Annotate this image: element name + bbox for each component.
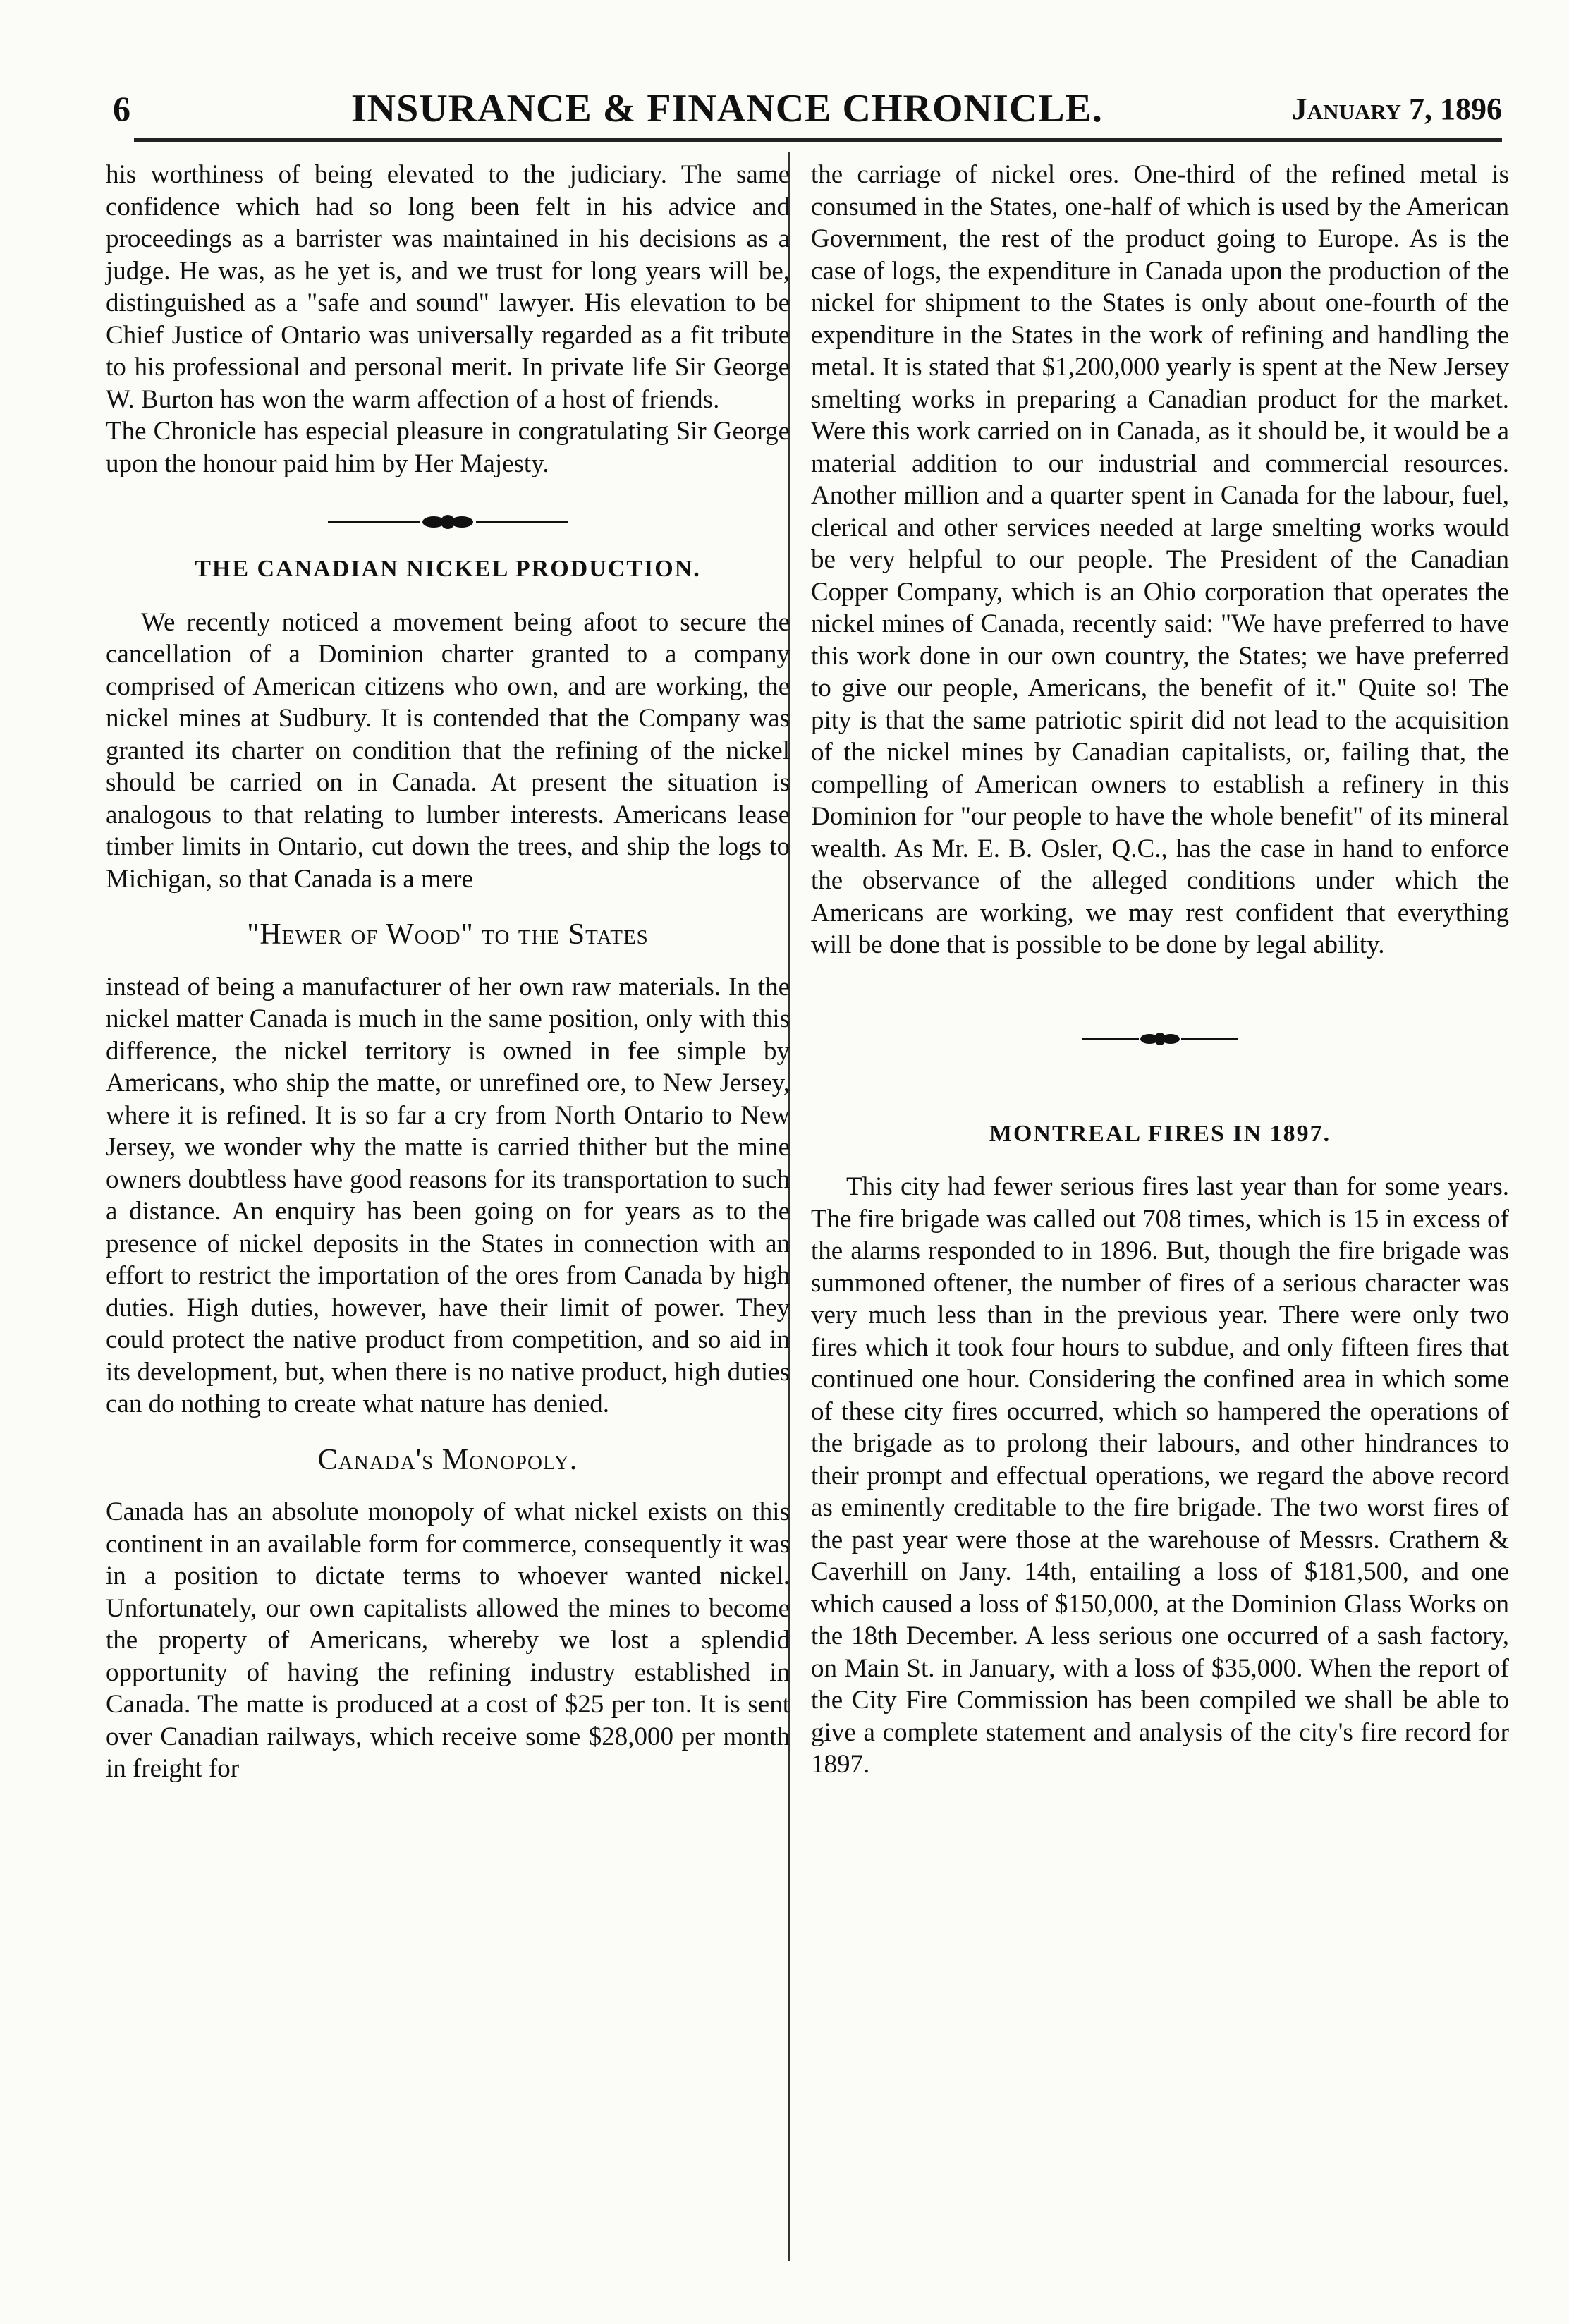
article-paragraph: Canada has an absolute monopoly of what nickel exists on this continent in an available form for commerce, consequently it was in a position to dictate terms to whoever wanted nickel. Unfortunately, our own capitalists allowed the mines to become the property of Americans, whereby we lost a splendid opportunity of having the refining industry established in Canada. The matte is produced at a cost of $25 per ton. It is sent over Canadian railways, which receive some $28,000 per month in freight for: [106, 1497, 790, 1783]
section-title-montreal-fires: MONTREAL FIRES IN 1897.: [989, 1120, 1331, 1147]
article-paragraph: This city had fewer serious fires last year than for some years. The fire brigade was called out 708 times, which is 15 in excess of the alarms responded to in 1896. But, though the fire brigade was summoned oftener, the number of fires of a serious character was very much less than in the previous year. There were only two fires which it took four hours to subdue, and only fifteen fires that continued one hour. Considering the confined area in which some of these city fires occurred, which so hampered the operations of the brigade as to prolong their labours, and other hindrances to their prompt and effectual operations, we regard the above record as eminently creditable to the fire brigade. The two worst fires of the past year were those at the warehouse of Messrs. Crathern & Caverhill on Jany. 14th, entailing a loss of $181,500, and one which caused a loss of $150,000, at the Dominion Glass Works on the 18th December. A less serious one occurred of a sash factory, on Main St. in January, with a loss of $35,000. When the report of the City Fire Commission has been compiled we shall be able to give a complete statement and analysis of the city's fire record for 1897.: [811, 1172, 1509, 1779]
article-paragraph: instead of being a manufacturer of her own raw materials. In the nickel matter Canada is much in the same position, only with this difference, the nickel territory is owned in fee simple by Americans, who ship the matte, or unrefined ore, to New Jersey, where it is refined. It is so far a cry from North Ontario to New Jersey, we wonder why the matte is carried thither but the mine owners doubtless have good reasons for its transportation to such a distance. An enquiry has been going on for years as to the presence of nickel deposits in the States in connection with an effort to restrict the importation of the ores from Canada by high duties. High duties, however, have their limit of power. They could protect the native product from competition, and so aid in its development, but, when there is no native product, high duties can do nothing to create what nature has denied.: [106, 972, 790, 1418]
header-rule: [134, 138, 1502, 142]
subheading-canadas-monopoly: Canada's Monopoly.: [317, 1443, 578, 1476]
publication-title: INSURANCE & FINANCE CHRONICLE.: [350, 87, 1103, 130]
page-header: [113, 83, 1502, 134]
section-title-nickel: THE CANADIAN NICKEL PRODUCTION.: [195, 556, 701, 582]
right-column: [811, 159, 1509, 1781]
subheading-hewer-of-wood: "Hewer of Wood" to the States: [247, 918, 649, 951]
article-paragraph: his worthiness of being elevated to the judiciary. The same confidence which had so long been felt in his advice and proceedings as a barrister was maintained in his decisions as a judge. He was, as he yet is, and we trust for long years will be, distinguished as a "safe and sound" lawyer. His elevation to be Chief Justice of Ontario was universally regarded as a fit tribute to his professional and personal merit. In private life Sir George W. Burton has won the warm affection of a host of friends.: [106, 160, 790, 414]
article-paragraph: We recently noticed a movement being afoot to secure the cancellation of a Dominion charter granted to a company comprised of American citizens who own, and are working, the nickel mines at Sudbury. It is contended that the Company was granted its charter on condition that the refining of the nickel should be carried on in Canada. At present the situation is analogous to that relating to lumber interests. Americans lease timber limits in Ontario, cut down the trees, and ship the logs to Michigan, so that Canada is a mere: [106, 607, 790, 894]
section-divider-ornament: [811, 1023, 1509, 1043]
section-divider-ornament: [106, 506, 790, 526]
article-paragraph: the carriage of nickel ores. One-third of the refined metal is consumed in the States, one-half of which is used by the American Government, the rest of the product going to Europe. As is the case of logs, the expenditure in Canada upon the production of the nickel for shipment to the States is only about one-fourth of the expenditure in the States in the work of refining and handling the metal. It is stated that $1,200,000 yearly is spent at the New Jersey smelting works in preparing a Canadian product for the market. Were this work carried on in Canada, as it should be, it would be a material addition to our industrial and commercial resources. Another million and a quarter spent in Canada for the labour, fuel, clerical and other services needed at large smelting works would be very helpful to our people. The President of the Canadian Copper Company, which is an Ohio corporation that operates the nickel mines of Canada, recently said: "We have preferred to have this work done in our own country, the States; we have preferred to give our people, Americans, the benefit of it." Quite so! The pity is that the same patriotic spirit did not lead to the acquisition of the nickel mines by Canadian capitalists, or, failing that, the compelling of American owners to establish a refinery in this Dominion for "our people to have the whole benefit" of its mineral wealth. As Mr. E. B. Osler, Q.C., has the case in hand to enforce the observance of the alleged conditions under which the Americans are working, we may rest confident that everything will be done that is possible to be done by legal ability.: [811, 160, 1509, 959]
issue-date: January 7, 1896: [1291, 91, 1502, 126]
article-paragraph: The Chronicle has especial pleasure in congratulating Sir George upon the honour paid him by Her Majesty.: [106, 417, 790, 478]
left-column: [106, 159, 790, 1785]
page-number: 6: [113, 89, 130, 128]
